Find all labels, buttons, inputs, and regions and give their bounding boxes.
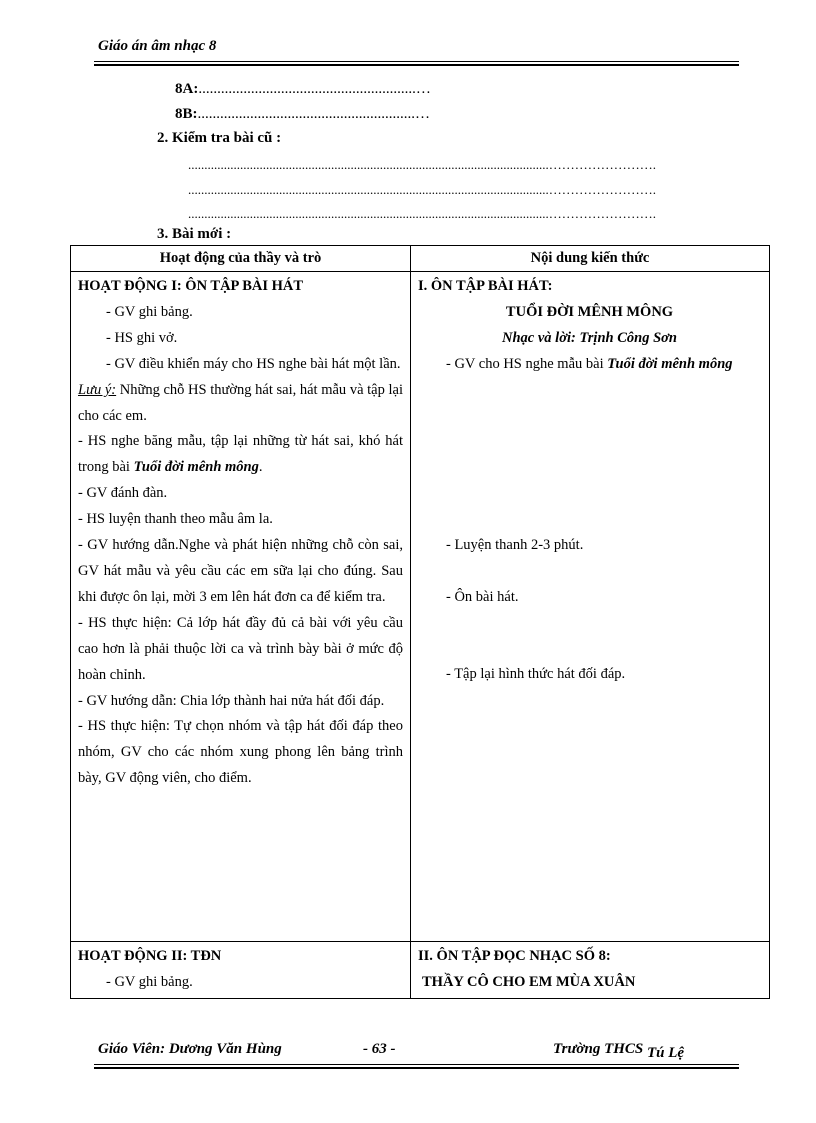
- attendance-8a: [175, 81, 431, 98]
- section-2-title: 2. Kiểm tra bài cũ :: [157, 130, 282, 146]
- class-8a-dots: ..........................................................…: [198, 81, 431, 97]
- spacer: [418, 378, 761, 533]
- content-item: [418, 352, 761, 378]
- content-item: - Luyện thanh 2-3 phút.: [446, 536, 584, 553]
- table-header-row: [71, 246, 770, 272]
- table-row: [71, 942, 770, 999]
- dotted-line: ...............................................................................................................…………………….: [188, 206, 656, 221]
- content-item-text: - GV cho HS nghe mẫu bài: [446, 355, 608, 372]
- activity-step: - GV ghi bảng.: [106, 973, 193, 990]
- activity-step: - GV đánh đàn.: [78, 485, 168, 502]
- dotted-line: ...............................................................................................................…………………….: [188, 182, 656, 197]
- column-header-activities: Hoạt động của thầy và trò: [71, 246, 411, 272]
- activity-step: - HS ghi vở.: [106, 329, 178, 346]
- note-label: Lưu ý:: [78, 381, 117, 398]
- footer-rule: [94, 1064, 739, 1065]
- content-section-2-subtitle: THẦY CÔ CHO EM MÙA XUÂN: [422, 973, 636, 990]
- activity-step: - HS thực hiện: Cả lớp hát đầy đủ cả bài với yêu cầu cao hơn là phải thuộc lời ca và trình bày bài ở mức độ hoàn chỉnh.: [78, 614, 403, 683]
- class-8a-label: 8A:: [175, 81, 199, 97]
- song-author: Nhạc và lời: Trịnh Công Sơn: [502, 329, 677, 346]
- footer-school-place: Tú Lệ: [647, 1045, 685, 1061]
- table-row: [71, 272, 770, 942]
- activity-step: - GV điều khiển máy cho HS nghe bài hát một lần.: [106, 355, 401, 372]
- content-item: - Ôn bài hát.: [446, 588, 519, 605]
- song-name: Tuổi đời mênh mông: [607, 355, 733, 372]
- activity-step: - GV ghi bảng.: [106, 303, 193, 320]
- column-header-content: Nội dung kiến thức: [411, 246, 770, 272]
- attendance-8b: [175, 106, 430, 123]
- period: .: [258, 459, 263, 476]
- activity-step: - HS luyện thanh theo mẫu âm la.: [78, 511, 273, 528]
- content-item: - Tập lại hình thức hát đối đáp.: [446, 666, 626, 683]
- activity-step: - GV hướng dẫn.Nghe và phát hiện những chỗ còn sai, GV hát mẫu và yêu cầu các em sữa lại cho đúng. Sau khi được ôn lại, mời 3 em lên hát đơn ca để kiểm tra.: [78, 537, 403, 605]
- note-text: Những chỗ HS thường hát sai, hát mẫu và tập lại cho các em.: [78, 381, 403, 424]
- class-8b-label: 8B:: [175, 106, 198, 122]
- section-3-title: 3. Bài mới :: [157, 226, 232, 242]
- header-title: Giáo án âm nhạc 8: [98, 38, 217, 54]
- activity-step: - GV hướng dẫn: Chia lớp thành hai nửa hát đối đáp.: [78, 692, 385, 709]
- activity-1-title: HOẠT ĐỘNG I: ÔN TẬP BÀI HÁT: [78, 278, 304, 294]
- content-section-2-title: II. ÔN TẬP ĐỌC NHẠC SỐ 8:: [418, 948, 611, 964]
- activity-2-title: HOẠT ĐỘNG II: TĐN: [78, 948, 222, 964]
- content-section-1-title: I. ÔN TẬP BÀI HÁT:: [418, 278, 553, 294]
- spacer: [418, 559, 761, 585]
- content-cell: [411, 942, 770, 999]
- song-title: TUỔI ĐỜI MÊNH MÔNG: [505, 303, 674, 320]
- spacer: [418, 610, 761, 662]
- footer-teacher: Giáo Viên: Dương Văn Hùng: [98, 1041, 282, 1057]
- footer-rule-thick: [94, 1067, 739, 1069]
- class-8b-dots: ..........................................................…: [197, 106, 430, 122]
- activity-step: - HS thực hiện: Tự chọn nhóm và tập hát đối đáp theo nhóm, GV cho các nhóm xung phong lên bảng trình bày, GV động viên, cho điểm.: [78, 718, 403, 787]
- footer-school: [553, 1041, 685, 1061]
- content-cell: [411, 272, 770, 942]
- note-paragraph: [78, 378, 403, 430]
- footer-school-name: Trường THCS: [553, 1041, 644, 1057]
- song-name: Tuổi đời mênh mông: [133, 459, 259, 476]
- activities-cell: [71, 942, 411, 999]
- lesson-table: [70, 245, 770, 999]
- dotted-line: ...............................................................................................................…………………….: [188, 157, 656, 172]
- activity-step: [78, 429, 403, 481]
- header-rule-thick: [94, 64, 739, 66]
- footer-page-number: - 63 -: [363, 1041, 396, 1057]
- activities-cell: [71, 272, 411, 942]
- header-rule: [94, 61, 739, 62]
- activity-step-text: - HS nghe băng mẫu, tập lại những từ hát sai, khó hát trong bài: [78, 433, 403, 476]
